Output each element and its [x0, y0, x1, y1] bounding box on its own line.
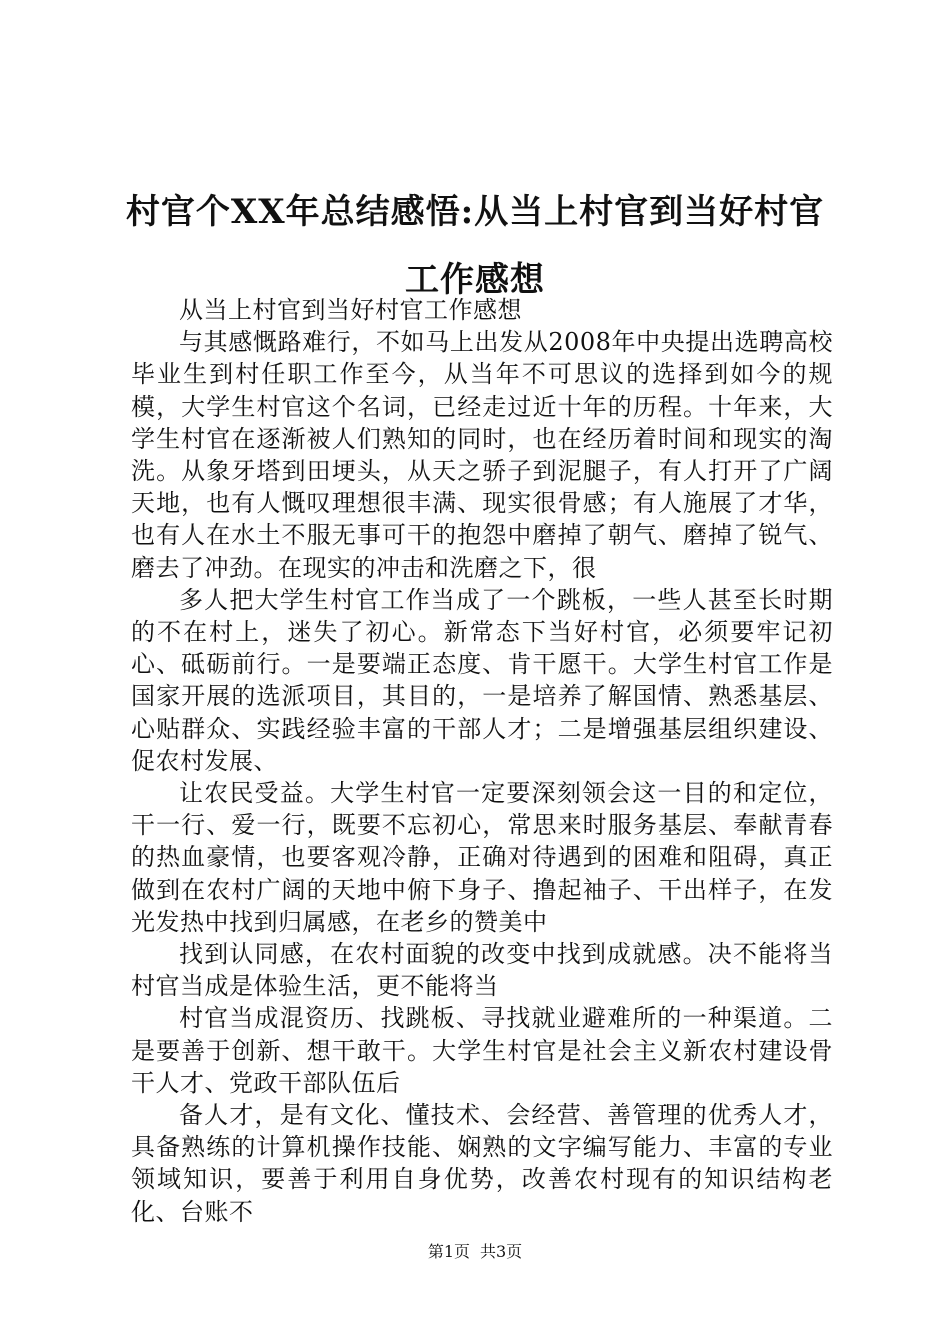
- document-body: [131, 294, 833, 1228]
- paragraph: 备人才，是有文化、懂技术、会经营、善管理的优秀人才，具备熟练的计算机操作技能、娴熟的文字编写能力、丰富的专业领域知识，要善于利用自身优势，改善农村现有的知识结构老化、台账不: [131, 1101, 833, 1226]
- paragraph: 找到认同感，在农村面貌的改变中找到成就感。决不能将当村官当成是体验生活，更不能将当: [131, 940, 833, 1001]
- paragraph: 村官当成混资历、找跳板、寻找就业避难所的一种渠道。二是要善于创新、想干敢干。大学生村官是社会主义新农村建设骨干人才、党政干部队伍后: [131, 1004, 833, 1097]
- paragraph: 从当上村官到当好村官工作感想: [179, 296, 522, 324]
- page-footer: [0, 1241, 950, 1263]
- paragraph: 让农民受益。大学生村官一定要深刻领会这一目的和定位，干一行、爱一行，既要不忘初心，常思来时服务基层、奉献青春的热血豪情，也要客观冷静，正确对待遇到的困难和阻碍，真正做到在农村广阔的天地中俯下身子、撸起袖子、干出样子，在发光发热中找到归属感，在老乡的赞美中: [131, 779, 833, 936]
- paragraph: 与其感慨路难行，不如马上出发从2008年中央提出选聘高校毕业生到村任职工作至今，从当年不可思议的选择到如今的规模，大学生村官这个名词，已经走过近十年的历程。十年来，大学生村官在逐渐被人们熟知的同时，也在经历着时间和现实的淘洗。从象牙塔到田埂头，从天之骄子到泥腿子，有人打开了广阔天地，也有人慨叹理想很丰满、现实很骨感；有人施展了才华，也有人在水土不服无事可干的抱怨中磨掉了朝气、磨掉了锐气、磨去了冲劲。在现实的冲击和洗磨之下，很: [131, 328, 833, 582]
- title-line-1: 村官个XX年总结感悟:从当上村官到当好村官: [125, 192, 825, 232]
- title-line-2: 工作感想: [405, 260, 545, 300]
- page-number: 第1页: [427, 1242, 470, 1261]
- page-total: 共3页: [480, 1242, 523, 1261]
- paragraph: 多人把大学生村官工作当成了一个跳板，一些人甚至长时期的不在村上，迷失了初心。新常态下当好村官，必须要牢记初心、砥砺前行。一是要端正态度、肯干愿干。大学生村官工作是国家开展的选派项目，其目的，一是培养了解国情、熟悉基层、心贴群众、实践经验丰富的干部人才；二是增强基层组织建设、促农村发展、: [131, 585, 833, 775]
